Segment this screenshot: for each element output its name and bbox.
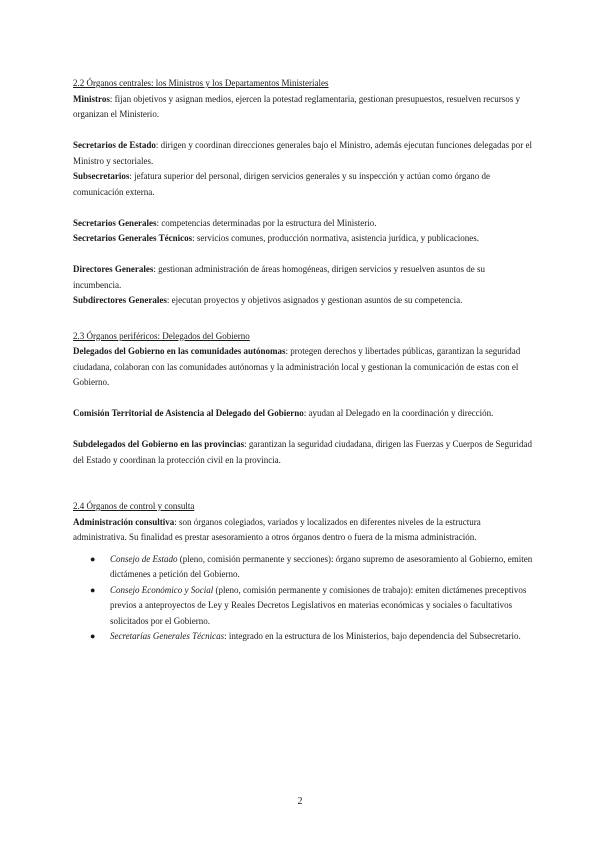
paragraph	[73, 293, 533, 309]
paragraph	[73, 262, 533, 293]
list-item	[73, 552, 533, 583]
term: Subsecretarios	[73, 171, 130, 181]
term: Delegados del Gobierno en las comunidades autónomas	[73, 346, 286, 356]
paragraph	[73, 92, 533, 123]
definition: : dirigen y coordinan direcciones generales bajo el Ministro, además ejecutan funciones delegadas por el Ministro y sectoriales.	[73, 140, 532, 166]
paragraph	[73, 406, 533, 422]
definition: : competencias determinadas por la estructura del Ministerio.	[156, 217, 377, 228]
bullet-icon: ●	[90, 584, 96, 595]
bullet-icon: ●	[90, 553, 96, 564]
term: Secretarios Generales Técnicos	[73, 233, 193, 243]
paragraph	[73, 515, 533, 546]
term: Administración consultiva	[73, 516, 175, 527]
document-page	[73, 76, 533, 645]
definition: : gestionan administración de áreas homogéneas, dirigen servicios y resuelven asuntos de su incumbencia.	[73, 264, 486, 290]
bullet-list	[73, 552, 533, 645]
term: Secretarios Generales	[73, 217, 157, 228]
section-title: 2.2 Órganos centrales: los Ministros y los Departamentos Ministeriales	[73, 78, 329, 88]
term: Ministros	[73, 93, 110, 104]
section-title: 2.4 Órganos de control y consulta	[73, 501, 195, 511]
term: Secretarios de Estado	[73, 140, 156, 150]
definition: : garantizan la seguridad ciudadana, dirigen las Fuerzas y Cuerpos de Seguridad del Estado y coordinan la protección civil en la provincia.	[73, 439, 533, 465]
paragraph	[73, 344, 533, 391]
definition: : son órganos colegiados, variados y localizados en diferentes niveles de la estructura administrativa. Su finalidad es prestar asesoramiento a otros órganos dentro o fuera de la misma administración.	[73, 516, 481, 542]
definition: : fijan objetivos y asignan medios, ejercen la potestad reglamentaria, gestionan presupuestos, resuelven recursos y organizan el Ministerio.	[73, 93, 520, 119]
paragraph	[73, 216, 533, 232]
paragraph	[73, 138, 533, 169]
page-number: 2	[297, 796, 303, 807]
definition: : integrado en la estructura de los Ministerios, bajo dependencia del Subsecretario.	[224, 631, 521, 641]
definition: (pleno, comisión permanente y secciones): órgano supremo de asesoramiento al Gobierno, emiten dictámenes a petición del Gobierno.	[110, 553, 533, 579]
term: Subdirectores Generales	[73, 295, 167, 305]
definition: : ayudan al Delegado en la coordinación y dirección.	[303, 408, 494, 418]
definition: (pleno, comisión permanente y comisiones de trabajo): emiten dictámenes preceptivos previos a anteproyectos de Ley y Reales Decretos Legislativos en materias económicas y sociales o facultativos solicitados por el Gobierno.	[110, 584, 527, 626]
term: Consejo de Estado	[110, 553, 178, 564]
definition: : ejecutan proyectos y objetivos asignados y gestionan asuntos de su competencia.	[166, 295, 463, 305]
paragraph	[73, 169, 533, 200]
list-item	[73, 629, 533, 645]
list-item	[73, 583, 533, 630]
term: Consejo Económico y Social	[110, 584, 214, 595]
paragraph	[73, 231, 533, 247]
term: Comisión Territorial de Asistencia al Delegado del Gobierno	[73, 408, 304, 418]
bullet-icon: ●	[90, 631, 96, 641]
definition: : jefatura superior del personal, dirigen servicios generales y su inspección y actúan como órgano de comunicación externa.	[73, 171, 491, 197]
term: Directores Generales	[73, 264, 154, 274]
paragraph	[73, 437, 533, 468]
definition: : protegen derechos y libertades públicas, garantizan la seguridad ciudadana, colaboran con las comunidades autónomas y la administración local y gestionan la comunicación de estas con el Gobierno.	[73, 346, 521, 387]
definition: : servicios comunes, producción normativa, asistencia jurídica, y publicaciones.	[192, 233, 480, 243]
term: Subdelegados del Gobierno en las provincias	[73, 439, 245, 449]
term: Secretarías Generales Técnicas	[110, 631, 225, 641]
section-title: 2.3 Órganos periféricos: Delegados del Gobierno	[73, 330, 250, 341]
